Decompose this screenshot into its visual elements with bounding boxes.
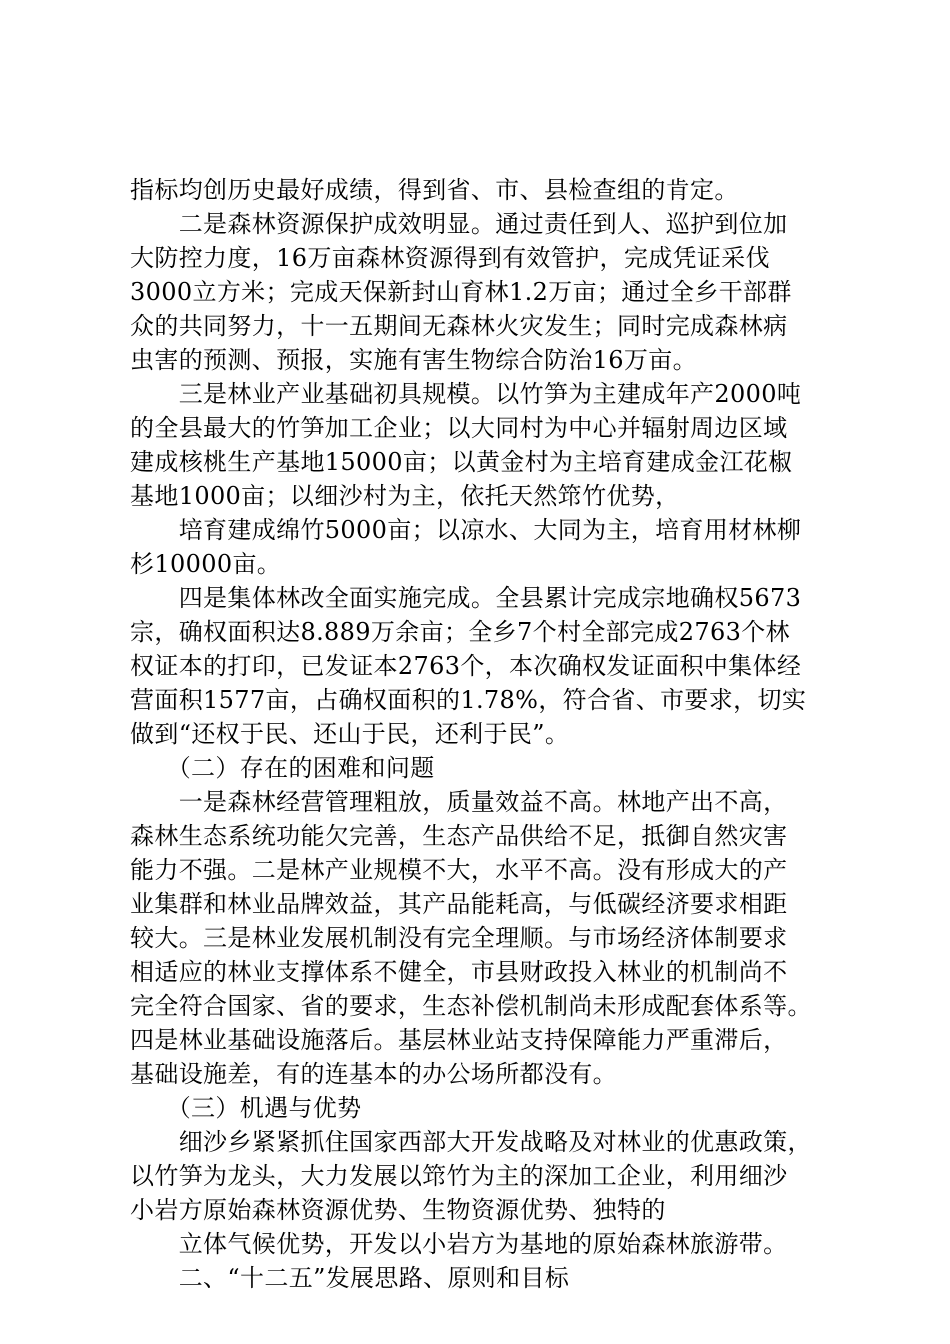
text-line: 四是林业基础设施落后。基层林业站支持保障能力严重滞后， xyxy=(130,1026,788,1054)
text-line: 立体气候优势，开发以小岩方为基地的原始森林旅游带。 xyxy=(130,1230,788,1258)
text-line: 业集群和林业品牌效益，其产品能耗高，与低碳经济要求相距 xyxy=(130,890,788,918)
text-line: 建成核桃生产基地15000亩；以黄金村为主培育建成金江花椒 xyxy=(130,448,793,476)
text-line: 二是森林资源保护成效明显。通过责任到人、巡护到位加 xyxy=(130,210,788,238)
text-line: 较大。三是林业发展机制没有完全理顺。与市场经济体制要求 xyxy=(130,924,788,952)
text-line: 基地1000亩；以细沙村为主，依托天然筇竹优势， xyxy=(130,482,680,510)
text-line: 四是集体林改全面实施完成。全县累计完成宗地确权5673 xyxy=(130,584,802,612)
text-line: 一是森林经营管理粗放，质量效益不高。林地产出不高， xyxy=(130,788,788,816)
text-line: 相适应的林业支撑体系不健全，市县财政投入林业的机制尚不 xyxy=(130,958,788,986)
text-line: 众的共同努力，十一五期间无森林火灾发生；同时完成森林病 xyxy=(130,312,788,340)
text-line: 以竹笋为龙头，大力发展以筇竹为主的深加工企业，利用细沙 xyxy=(130,1162,788,1190)
text-line: 指标均创历史最好成绩，得到省、市、县检查组的肯定。 xyxy=(130,176,739,204)
text-line: 细沙乡紧紧抓住国家西部大开发战略及对林业的优惠政策， xyxy=(130,1128,812,1156)
text-line: 基础设施差，有的连基本的办公场所都没有。 xyxy=(130,1060,617,1088)
text-line: 虫害的预测、预报，实施有害生物综合防治16万亩。 xyxy=(130,346,697,374)
text-line: 大防控力度，16万亩森林资源得到有效管护，完成凭证采伐 xyxy=(130,244,770,272)
text-line: 3000立方米；完成天保新封山育林1.2万亩；通过全乡干部群 xyxy=(130,278,792,306)
text-line: 培育建成绵竹5000亩；以凉水、大同为主，培育用材林柳 xyxy=(130,516,802,544)
text-line: 杉10000亩。 xyxy=(130,550,282,578)
text-line: 权证本的打印，已发证本2763个，本次确权发证面积中集体经 xyxy=(130,652,802,680)
text-line: 做到“还权于民、还山于民，还利于民”。 xyxy=(130,720,570,748)
text-line: 森林生态系统功能欠完善，生态产品供给不足，抵御自然灾害 xyxy=(130,822,788,850)
text-line: 小岩方原始森林资源优势、生物资源优势、独特的 xyxy=(130,1196,666,1224)
text-line: 三是林业产业基础初具规模。以竹笋为主建成年产2000吨 xyxy=(130,380,802,408)
text-line: 宗，确权面积达8.889万余亩；全乡7个村全部完成2763个林 xyxy=(130,618,790,646)
text-line: 营面积1577亩，占确权面积的1.78%，符合省、市要求，切实 xyxy=(130,686,807,714)
section-heading: 二、“十二五”发展思路、原则和目标 xyxy=(130,1264,570,1292)
section-heading: （二）存在的困难和问题 xyxy=(130,754,435,782)
text-line: 能力不强。二是林产业规模不大，水平不高。没有形成大的产 xyxy=(130,856,788,884)
text-line: 完全符合国家、省的要求，生态补偿机制尚未形成配套体系等。 xyxy=(130,992,812,1020)
section-heading: （三）机遇与优势 xyxy=(130,1094,362,1122)
text-line: 的全县最大的竹笋加工企业；以大同村为中心并辐射周边区域 xyxy=(130,414,788,442)
